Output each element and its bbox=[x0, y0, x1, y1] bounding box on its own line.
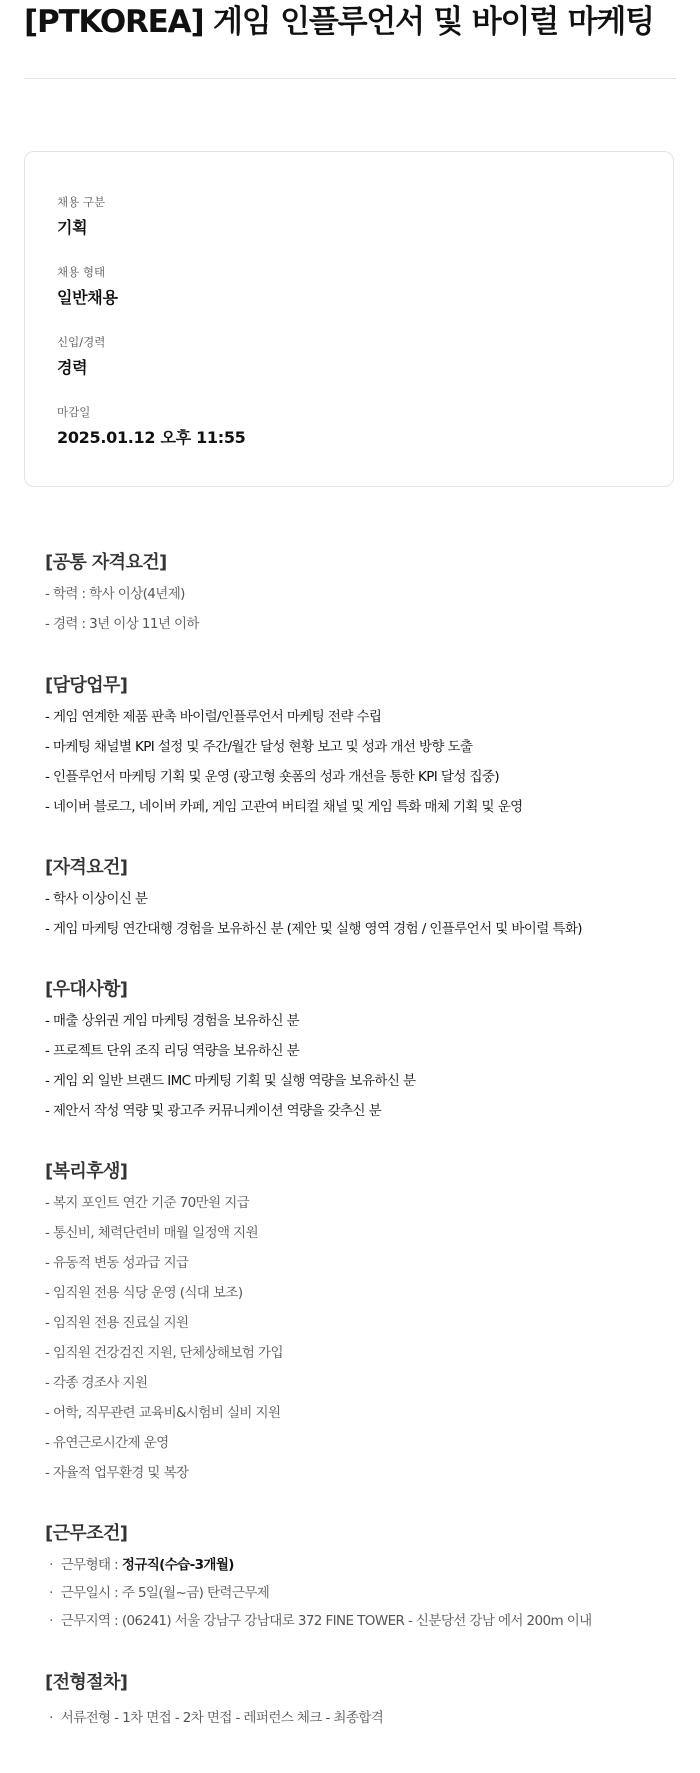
list-item: - 게임 마케팅 연간대행 경험을 보유하신 분 (제안 및 실행 영역 경험 / 인플루언서 및 바이럴 특화) bbox=[45, 921, 582, 937]
info-value-deadline: 2025.01.12 오후 11:55 bbox=[57, 428, 246, 447]
info-value-hire-type: 일반채용 bbox=[57, 288, 118, 307]
process-text: 서류전형 - 1차 면접 - 2차 면접 - 레퍼런스 체크 - 최종합격 bbox=[60, 1710, 384, 1726]
info-value-category: 기획 bbox=[57, 218, 88, 237]
info-label-category: 채용 구분 bbox=[57, 195, 106, 209]
condition-location bbox=[45, 1609, 592, 1629]
condition-value: 정규직(수습-3개월) bbox=[121, 1557, 234, 1573]
section-heading-requirements: [자격요건] bbox=[45, 857, 128, 878]
section-heading-benefits: [복리후생] bbox=[45, 1161, 128, 1182]
condition-label: 근무지역 : bbox=[60, 1613, 119, 1629]
condition-value: 주 5일(월~금) 탄력근무제 bbox=[121, 1585, 270, 1601]
list-item: - 임직원 전용 식당 운영 (식대 보조) bbox=[45, 1285, 243, 1301]
info-label-deadline: 마감일 bbox=[57, 405, 91, 419]
list-item: - 어학, 직무관련 교육비&시험비 실비 지원 bbox=[45, 1405, 281, 1421]
list-item: - 학사 이상이신 분 bbox=[45, 891, 148, 907]
bullet-dot: · bbox=[49, 1585, 53, 1601]
info-label-experience: 신입/경력 bbox=[57, 335, 106, 349]
section-heading-preferred: [우대사항] bbox=[45, 979, 128, 1000]
condition-label: 근무일시 : bbox=[60, 1585, 119, 1601]
bullet-dot: · bbox=[49, 1557, 53, 1573]
list-item: - 네이버 블로그, 네이버 카페, 게임 고관여 버티컬 채널 및 게임 특화 매체 기획 및 운영 bbox=[45, 799, 523, 815]
bullet-dot: · bbox=[49, 1613, 53, 1629]
list-item: - 통신비, 체력단련비 매월 일정액 지원 bbox=[45, 1225, 259, 1241]
info-label-hire-type: 채용 형태 bbox=[57, 265, 106, 279]
section-heading-conditions: [근무조건] bbox=[45, 1523, 128, 1544]
title-divider bbox=[24, 78, 676, 79]
condition-value: (06241) 서울 강남구 강남대로 372 FINE TOWER - 신분당선 강남 에서 200m 이내 bbox=[121, 1613, 592, 1629]
list-item: - 임직원 전용 진료실 지원 bbox=[45, 1315, 189, 1331]
list-item: - 게임 외 일반 브랜드 IMC 마케팅 기획 및 실행 역량을 보유하신 분 bbox=[45, 1073, 416, 1089]
section-heading-process: [전형절차] bbox=[45, 1672, 128, 1693]
list-item: - 학력 : 학사 이상(4년제) bbox=[45, 586, 185, 602]
job-info-card bbox=[24, 151, 674, 487]
list-item: - 유동적 변동 성과급 지급 bbox=[45, 1255, 189, 1271]
list-item: - 프로젝트 단위 조직 리딩 역량을 보유하신 분 bbox=[45, 1043, 300, 1059]
list-item: - 각종 경조사 지원 bbox=[45, 1375, 148, 1391]
bullet-dot: · bbox=[49, 1710, 53, 1726]
job-title: [PTKOREA] 게임 인플루언서 및 바이럴 마케팅 bbox=[24, 4, 654, 40]
condition-label: 근무형태 : bbox=[60, 1557, 119, 1573]
list-item: - 마케팅 채널별 KPI 설정 및 주간/월간 달성 현황 보고 및 성과 개선 방향 도출 bbox=[45, 739, 473, 755]
list-item: - 매출 상위권 게임 마케팅 경험을 보유하신 분 bbox=[45, 1013, 300, 1029]
list-item: - 유연근로시간제 운영 bbox=[45, 1435, 169, 1451]
condition-work-hours bbox=[45, 1581, 269, 1601]
condition-employment-type bbox=[45, 1553, 234, 1573]
section-heading-duties: [담당업무] bbox=[45, 675, 128, 696]
list-item: - 복지 포인트 연간 기준 70만원 지급 bbox=[45, 1195, 250, 1211]
list-item: - 경력 : 3년 이상 11년 이하 bbox=[45, 616, 199, 632]
info-value-experience: 경력 bbox=[57, 358, 88, 377]
section-heading-common: [공통 자격요건] bbox=[45, 552, 167, 573]
list-item: - 자율적 업무환경 및 복장 bbox=[45, 1465, 189, 1481]
list-item: - 제안서 작성 역량 및 광고주 커뮤니케이션 역량을 갖추신 분 bbox=[45, 1103, 382, 1119]
list-item: - 인플루언서 마케팅 기획 및 운영 (광고형 숏폼의 성과 개선을 통한 KPI 달성 집중) bbox=[45, 769, 499, 785]
list-item: - 게임 연계한 제품 판촉 바이럴/인플루언서 마케팅 전략 수립 bbox=[45, 709, 382, 725]
list-item: - 임직원 건강검진 지원, 단체상해보험 가입 bbox=[45, 1345, 283, 1361]
process-steps bbox=[45, 1706, 383, 1726]
